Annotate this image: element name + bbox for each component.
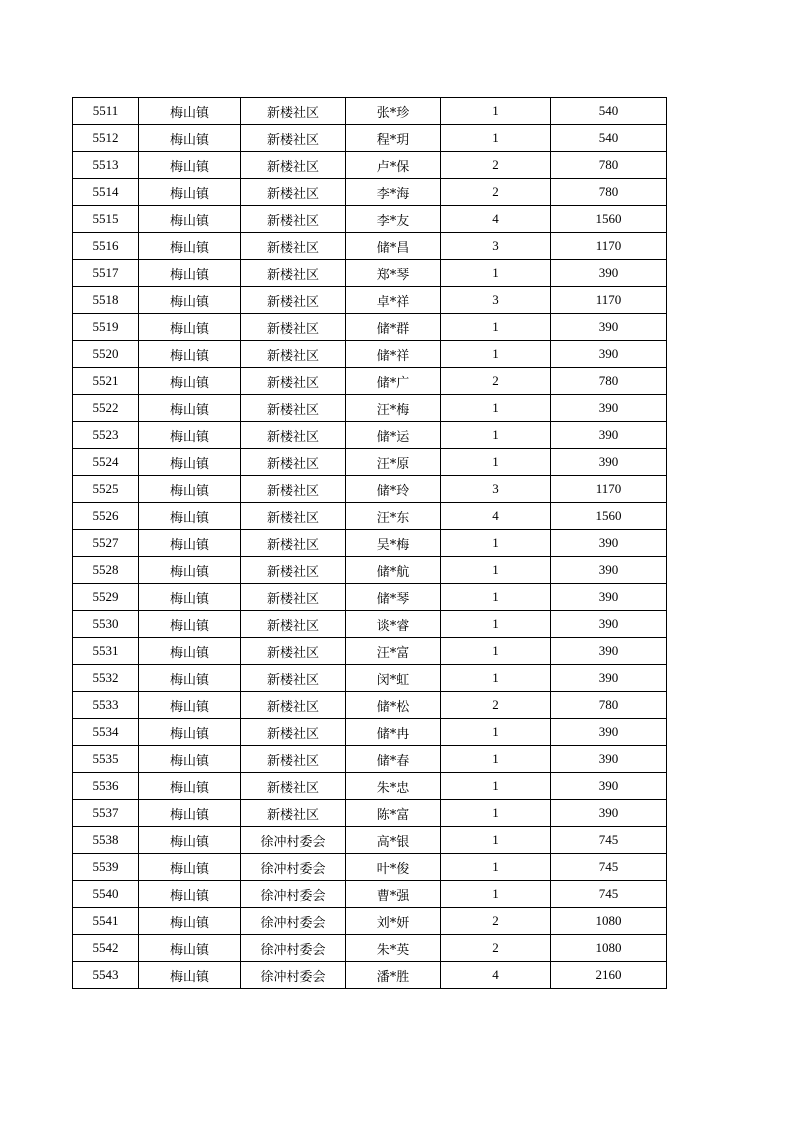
household-size-cell: 4 bbox=[441, 503, 551, 530]
community-cell: 徐冲村委会 bbox=[241, 962, 346, 989]
community-cell: 新楼社区 bbox=[241, 611, 346, 638]
table-row bbox=[73, 395, 667, 422]
name-cell: 储*祥 bbox=[346, 341, 441, 368]
community-cell: 新楼社区 bbox=[241, 368, 346, 395]
household-size-cell: 1 bbox=[441, 98, 551, 125]
household-size-cell: 1 bbox=[441, 746, 551, 773]
community-cell: 新楼社区 bbox=[241, 287, 346, 314]
household-size-cell: 1 bbox=[441, 125, 551, 152]
household-size-cell: 1 bbox=[441, 449, 551, 476]
town-cell: 梅山镇 bbox=[139, 665, 241, 692]
community-cell: 新楼社区 bbox=[241, 206, 346, 233]
row-number-cell: 5531 bbox=[73, 638, 139, 665]
town-cell: 梅山镇 bbox=[139, 827, 241, 854]
name-cell: 卓*祥 bbox=[346, 287, 441, 314]
table-row bbox=[73, 260, 667, 287]
amount-cell: 540 bbox=[551, 98, 667, 125]
town-cell: 梅山镇 bbox=[139, 260, 241, 287]
community-cell: 新楼社区 bbox=[241, 233, 346, 260]
community-cell: 新楼社区 bbox=[241, 557, 346, 584]
name-cell: 汪*富 bbox=[346, 638, 441, 665]
town-cell: 梅山镇 bbox=[139, 152, 241, 179]
community-cell: 新楼社区 bbox=[241, 530, 346, 557]
table-row bbox=[73, 368, 667, 395]
amount-cell: 390 bbox=[551, 800, 667, 827]
community-cell: 新楼社区 bbox=[241, 449, 346, 476]
amount-cell: 390 bbox=[551, 719, 667, 746]
community-cell: 新楼社区 bbox=[241, 125, 346, 152]
name-cell: 储*玲 bbox=[346, 476, 441, 503]
community-cell: 新楼社区 bbox=[241, 476, 346, 503]
community-cell: 新楼社区 bbox=[241, 314, 346, 341]
community-cell: 徐冲村委会 bbox=[241, 827, 346, 854]
community-cell: 新楼社区 bbox=[241, 638, 346, 665]
name-cell: 曹*强 bbox=[346, 881, 441, 908]
amount-cell: 780 bbox=[551, 179, 667, 206]
name-cell: 叶*俊 bbox=[346, 854, 441, 881]
row-number-cell: 5524 bbox=[73, 449, 139, 476]
amount-cell: 390 bbox=[551, 746, 667, 773]
household-size-cell: 2 bbox=[441, 368, 551, 395]
household-size-cell: 1 bbox=[441, 827, 551, 854]
name-cell: 程*玥 bbox=[346, 125, 441, 152]
name-cell: 汪*东 bbox=[346, 503, 441, 530]
row-number-cell: 5541 bbox=[73, 908, 139, 935]
town-cell: 梅山镇 bbox=[139, 341, 241, 368]
community-cell: 新楼社区 bbox=[241, 98, 346, 125]
amount-cell: 390 bbox=[551, 773, 667, 800]
community-cell: 新楼社区 bbox=[241, 773, 346, 800]
amount-cell: 390 bbox=[551, 611, 667, 638]
community-cell: 徐冲村委会 bbox=[241, 854, 346, 881]
table-row bbox=[73, 206, 667, 233]
table-row bbox=[73, 800, 667, 827]
amount-cell: 390 bbox=[551, 314, 667, 341]
table-row bbox=[73, 908, 667, 935]
town-cell: 梅山镇 bbox=[139, 935, 241, 962]
household-size-cell: 1 bbox=[441, 854, 551, 881]
name-cell: 储*航 bbox=[346, 557, 441, 584]
data-table bbox=[72, 97, 667, 989]
amount-cell: 1080 bbox=[551, 935, 667, 962]
table-row bbox=[73, 422, 667, 449]
community-cell: 新楼社区 bbox=[241, 665, 346, 692]
town-cell: 梅山镇 bbox=[139, 233, 241, 260]
community-cell: 新楼社区 bbox=[241, 719, 346, 746]
name-cell: 储*广 bbox=[346, 368, 441, 395]
row-number-cell: 5514 bbox=[73, 179, 139, 206]
household-size-cell: 1 bbox=[441, 773, 551, 800]
town-cell: 梅山镇 bbox=[139, 503, 241, 530]
household-size-cell: 4 bbox=[441, 962, 551, 989]
name-cell: 汪*梅 bbox=[346, 395, 441, 422]
row-number-cell: 5526 bbox=[73, 503, 139, 530]
amount-cell: 390 bbox=[551, 260, 667, 287]
household-size-cell: 3 bbox=[441, 476, 551, 503]
row-number-cell: 5528 bbox=[73, 557, 139, 584]
town-cell: 梅山镇 bbox=[139, 422, 241, 449]
amount-cell: 1560 bbox=[551, 206, 667, 233]
household-size-cell: 1 bbox=[441, 584, 551, 611]
town-cell: 梅山镇 bbox=[139, 530, 241, 557]
row-number-cell: 5523 bbox=[73, 422, 139, 449]
row-number-cell: 5512 bbox=[73, 125, 139, 152]
community-cell: 新楼社区 bbox=[241, 800, 346, 827]
table-row bbox=[73, 881, 667, 908]
town-cell: 梅山镇 bbox=[139, 125, 241, 152]
table-row bbox=[73, 557, 667, 584]
community-cell: 新楼社区 bbox=[241, 179, 346, 206]
name-cell: 潘*胜 bbox=[346, 962, 441, 989]
row-number-cell: 5515 bbox=[73, 206, 139, 233]
name-cell: 储*群 bbox=[346, 314, 441, 341]
table-row bbox=[73, 125, 667, 152]
row-number-cell: 5521 bbox=[73, 368, 139, 395]
table-row bbox=[73, 503, 667, 530]
table-row bbox=[73, 962, 667, 989]
amount-cell: 390 bbox=[551, 449, 667, 476]
town-cell: 梅山镇 bbox=[139, 692, 241, 719]
town-cell: 梅山镇 bbox=[139, 800, 241, 827]
community-cell: 新楼社区 bbox=[241, 260, 346, 287]
name-cell: 储*运 bbox=[346, 422, 441, 449]
town-cell: 梅山镇 bbox=[139, 638, 241, 665]
amount-cell: 390 bbox=[551, 422, 667, 449]
row-number-cell: 5517 bbox=[73, 260, 139, 287]
household-size-cell: 2 bbox=[441, 935, 551, 962]
community-cell: 新楼社区 bbox=[241, 503, 346, 530]
name-cell: 郑*琴 bbox=[346, 260, 441, 287]
household-size-cell: 3 bbox=[441, 287, 551, 314]
table-row bbox=[73, 152, 667, 179]
name-cell: 高*银 bbox=[346, 827, 441, 854]
amount-cell: 1170 bbox=[551, 233, 667, 260]
row-number-cell: 5539 bbox=[73, 854, 139, 881]
row-number-cell: 5536 bbox=[73, 773, 139, 800]
table-row bbox=[73, 584, 667, 611]
town-cell: 梅山镇 bbox=[139, 368, 241, 395]
row-number-cell: 5530 bbox=[73, 611, 139, 638]
name-cell: 朱*英 bbox=[346, 935, 441, 962]
amount-cell: 745 bbox=[551, 854, 667, 881]
table-row bbox=[73, 233, 667, 260]
town-cell: 梅山镇 bbox=[139, 719, 241, 746]
name-cell: 刘*妍 bbox=[346, 908, 441, 935]
row-number-cell: 5527 bbox=[73, 530, 139, 557]
name-cell: 储*琴 bbox=[346, 584, 441, 611]
town-cell: 梅山镇 bbox=[139, 908, 241, 935]
town-cell: 梅山镇 bbox=[139, 557, 241, 584]
community-cell: 徐冲村委会 bbox=[241, 908, 346, 935]
community-cell: 新楼社区 bbox=[241, 341, 346, 368]
name-cell: 汪*原 bbox=[346, 449, 441, 476]
amount-cell: 390 bbox=[551, 395, 667, 422]
amount-cell: 390 bbox=[551, 557, 667, 584]
table-row bbox=[73, 476, 667, 503]
town-cell: 梅山镇 bbox=[139, 881, 241, 908]
household-size-cell: 1 bbox=[441, 665, 551, 692]
row-number-cell: 5537 bbox=[73, 800, 139, 827]
town-cell: 梅山镇 bbox=[139, 449, 241, 476]
amount-cell: 390 bbox=[551, 584, 667, 611]
table-row bbox=[73, 179, 667, 206]
community-cell: 新楼社区 bbox=[241, 584, 346, 611]
household-size-cell: 1 bbox=[441, 881, 551, 908]
amount-cell: 1080 bbox=[551, 908, 667, 935]
town-cell: 梅山镇 bbox=[139, 179, 241, 206]
amount-cell: 780 bbox=[551, 692, 667, 719]
name-cell: 李*海 bbox=[346, 179, 441, 206]
town-cell: 梅山镇 bbox=[139, 854, 241, 881]
row-number-cell: 5532 bbox=[73, 665, 139, 692]
household-size-cell: 2 bbox=[441, 179, 551, 206]
household-size-cell: 1 bbox=[441, 800, 551, 827]
table-row bbox=[73, 611, 667, 638]
amount-cell: 390 bbox=[551, 638, 667, 665]
community-cell: 新楼社区 bbox=[241, 395, 346, 422]
row-number-cell: 5518 bbox=[73, 287, 139, 314]
name-cell: 储*昌 bbox=[346, 233, 441, 260]
amount-cell: 780 bbox=[551, 152, 667, 179]
name-cell: 闵*虹 bbox=[346, 665, 441, 692]
table-row bbox=[73, 827, 667, 854]
row-number-cell: 5522 bbox=[73, 395, 139, 422]
town-cell: 梅山镇 bbox=[139, 611, 241, 638]
community-cell: 徐冲村委会 bbox=[241, 935, 346, 962]
name-cell: 朱*忠 bbox=[346, 773, 441, 800]
table-row bbox=[73, 854, 667, 881]
household-size-cell: 1 bbox=[441, 341, 551, 368]
town-cell: 梅山镇 bbox=[139, 395, 241, 422]
table-row bbox=[73, 746, 667, 773]
amount-cell: 390 bbox=[551, 530, 667, 557]
town-cell: 梅山镇 bbox=[139, 287, 241, 314]
household-size-cell: 1 bbox=[441, 557, 551, 584]
row-number-cell: 5543 bbox=[73, 962, 139, 989]
name-cell: 吴*梅 bbox=[346, 530, 441, 557]
row-number-cell: 5520 bbox=[73, 341, 139, 368]
table-row bbox=[73, 692, 667, 719]
community-cell: 新楼社区 bbox=[241, 152, 346, 179]
amount-cell: 390 bbox=[551, 341, 667, 368]
row-number-cell: 5535 bbox=[73, 746, 139, 773]
row-number-cell: 5542 bbox=[73, 935, 139, 962]
town-cell: 梅山镇 bbox=[139, 584, 241, 611]
row-number-cell: 5511 bbox=[73, 98, 139, 125]
row-number-cell: 5516 bbox=[73, 233, 139, 260]
row-number-cell: 5538 bbox=[73, 827, 139, 854]
household-size-cell: 4 bbox=[441, 206, 551, 233]
table-row bbox=[73, 341, 667, 368]
household-size-cell: 2 bbox=[441, 908, 551, 935]
community-cell: 新楼社区 bbox=[241, 422, 346, 449]
name-cell: 储*春 bbox=[346, 746, 441, 773]
name-cell: 李*友 bbox=[346, 206, 441, 233]
amount-cell: 390 bbox=[551, 665, 667, 692]
table-row bbox=[73, 719, 667, 746]
name-cell: 储*冉 bbox=[346, 719, 441, 746]
table-row bbox=[73, 935, 667, 962]
table-row bbox=[73, 314, 667, 341]
row-number-cell: 5540 bbox=[73, 881, 139, 908]
row-number-cell: 5533 bbox=[73, 692, 139, 719]
household-size-cell: 1 bbox=[441, 395, 551, 422]
household-size-cell: 1 bbox=[441, 260, 551, 287]
name-cell: 张*珍 bbox=[346, 98, 441, 125]
amount-cell: 2160 bbox=[551, 962, 667, 989]
table-row bbox=[73, 773, 667, 800]
name-cell: 谈*睿 bbox=[346, 611, 441, 638]
amount-cell: 745 bbox=[551, 827, 667, 854]
amount-cell: 745 bbox=[551, 881, 667, 908]
town-cell: 梅山镇 bbox=[139, 476, 241, 503]
household-size-cell: 3 bbox=[441, 233, 551, 260]
amount-cell: 1170 bbox=[551, 287, 667, 314]
town-cell: 梅山镇 bbox=[139, 98, 241, 125]
town-cell: 梅山镇 bbox=[139, 746, 241, 773]
row-number-cell: 5529 bbox=[73, 584, 139, 611]
household-size-cell: 2 bbox=[441, 692, 551, 719]
table-row bbox=[73, 530, 667, 557]
name-cell: 储*松 bbox=[346, 692, 441, 719]
table-body bbox=[73, 98, 667, 989]
amount-cell: 1170 bbox=[551, 476, 667, 503]
table-row bbox=[73, 665, 667, 692]
household-size-cell: 1 bbox=[441, 422, 551, 449]
town-cell: 梅山镇 bbox=[139, 314, 241, 341]
town-cell: 梅山镇 bbox=[139, 206, 241, 233]
household-size-cell: 1 bbox=[441, 314, 551, 341]
amount-cell: 1560 bbox=[551, 503, 667, 530]
town-cell: 梅山镇 bbox=[139, 773, 241, 800]
household-size-cell: 1 bbox=[441, 611, 551, 638]
household-size-cell: 1 bbox=[441, 719, 551, 746]
table-row bbox=[73, 449, 667, 476]
row-number-cell: 5525 bbox=[73, 476, 139, 503]
row-number-cell: 5534 bbox=[73, 719, 139, 746]
table-row bbox=[73, 287, 667, 314]
household-size-cell: 2 bbox=[441, 152, 551, 179]
name-cell: 陈*富 bbox=[346, 800, 441, 827]
table-row bbox=[73, 98, 667, 125]
town-cell: 梅山镇 bbox=[139, 962, 241, 989]
name-cell: 卢*保 bbox=[346, 152, 441, 179]
community-cell: 徐冲村委会 bbox=[241, 881, 346, 908]
table-row bbox=[73, 638, 667, 665]
household-size-cell: 1 bbox=[441, 530, 551, 557]
amount-cell: 780 bbox=[551, 368, 667, 395]
amount-cell: 540 bbox=[551, 125, 667, 152]
row-number-cell: 5513 bbox=[73, 152, 139, 179]
household-size-cell: 1 bbox=[441, 638, 551, 665]
community-cell: 新楼社区 bbox=[241, 692, 346, 719]
row-number-cell: 5519 bbox=[73, 314, 139, 341]
community-cell: 新楼社区 bbox=[241, 746, 346, 773]
